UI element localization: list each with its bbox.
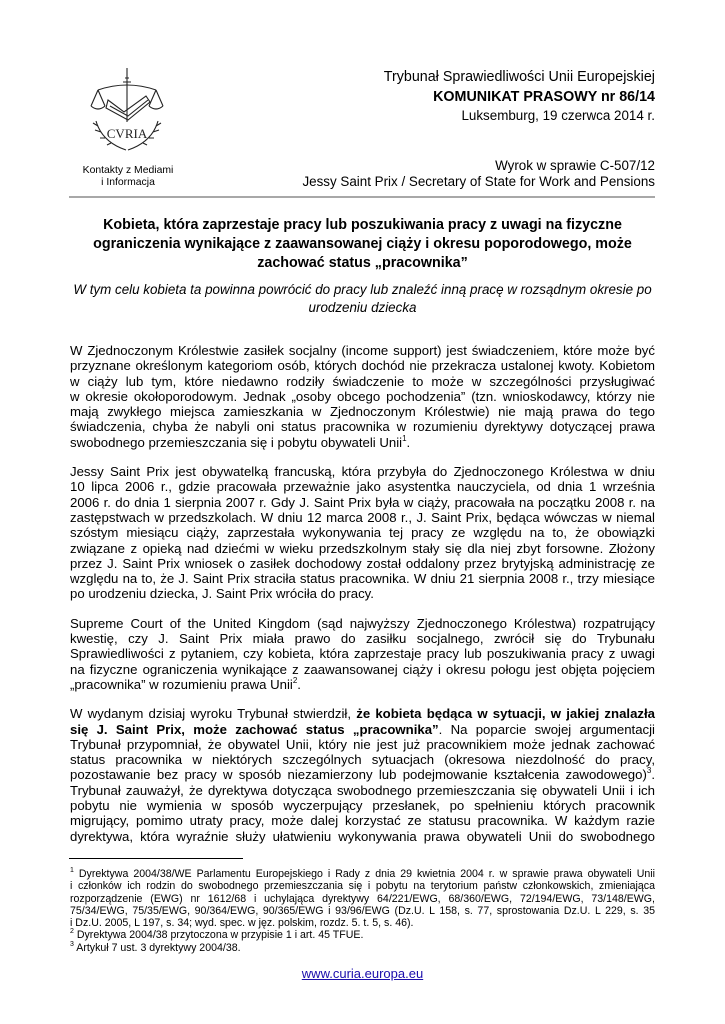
text-line (70, 942, 655, 954)
footnote-reference[interactable]: 3 (646, 766, 652, 776)
text-line: Sprawiedliwości z pytaniem, czy kobieta, która zaprzestaje pracy lub poszukiwania pracy z uwagi (70, 646, 655, 662)
press-release-number: KOMUNIKAT PRASOWY nr 86/14 (433, 89, 655, 105)
curia-website-link[interactable]: www.curia.europa.eu (301, 966, 424, 981)
footnote-number: 2 (70, 928, 74, 936)
bold-text: że kobieta będąca w sytuacji, w jakiej znalazła (356, 706, 655, 722)
footnote (70, 868, 655, 929)
text-line: przyznane określonym kategoriom osób, których dochód nie przekracza ustalonej kwoty. Kobietom (70, 358, 655, 374)
text-line: szóstym miesiącu ciąży, zaprzestała wykonywania tej pracy ze względu na to, że obowiązki (70, 525, 655, 541)
footnote-divider (69, 858, 243, 859)
footnote (70, 942, 655, 954)
footnote-number: 3 (70, 940, 74, 948)
text-line (70, 868, 655, 880)
text-line: 2006 r. do dnia 1 sierpnia 2007 r. Gdy J. Saint Prix była w ciąży, pracowała na początku 2008 r. na (70, 494, 655, 510)
footnotes (70, 868, 655, 954)
footnote-reference[interactable]: 2 (292, 675, 298, 685)
text-line (70, 722, 655, 737)
subtitle-line: W tym celu kobieta ta powinna powrócić do pracy lub znaleźć inną pracę w rozsądnym okresie po (73, 282, 652, 297)
media-contacts-label (78, 165, 178, 188)
text-line: kwestię, czy J. Saint Prix miała prawo do zasiłku socjalnego, zwrócił się do Trybunału (70, 631, 655, 647)
text-line: status pracownika w niektórych szczególnych sytuacjach (okresowa niezdolność do pracy, (70, 752, 655, 768)
curia-logo (88, 66, 166, 162)
text-line: zastępstwach w przedszkolach. W dniu 12 marca 2008 r., J. Saint Prix, będąca wówczas w niemal (70, 509, 655, 525)
page-title (70, 216, 655, 272)
paragraph (70, 343, 655, 450)
text-segment: swobodnego przemieszczania się i pobytu obywateli Unii (70, 434, 403, 450)
text-line (70, 767, 655, 782)
text-line (70, 929, 655, 941)
svg-text:CVRIA: CVRIA (106, 126, 148, 141)
text-line: migrujący, pomimo utraty pracy, może dalej korzystać ze statusu pracownika. W każdym razie (70, 813, 655, 829)
subtitle (70, 281, 655, 317)
text-segment: . Na poparcie swojej argumentacji (438, 721, 655, 737)
text-segment: . (297, 676, 301, 692)
footnote-text: Dyrektywa 2004/38/WE Parlamentu Europejskiego i Rady z dnia 29 kwietnia 2004 r. w sprawie prawa obywateli Unii (78, 868, 655, 880)
text-line: Jessy Saint Prix jest obywatelką francuską, która przybyła do Zjednoczonego Królestwa w dniu (70, 464, 655, 480)
press-release-header (384, 67, 655, 125)
text-line (70, 435, 655, 450)
paragraph (70, 616, 655, 692)
text-line: 10 lipca 2006 r., gdzie pracowała przeważnie jako asystentka nauczyciela, od dnia 1 września (70, 479, 655, 495)
text-line: w ciąży lub tym, które niedawno rodziły świadczenie to może w szczególności przysługiwać (70, 373, 655, 389)
footnote-number: 1 (70, 867, 74, 874)
text-line: i Dz.U. 2005, L 197, s. 34; wyd. spec. w jęz. polskim, rozdz. 5. t. 5, s. 46). (70, 917, 414, 930)
contacts-line-2: i Informacja (101, 176, 155, 188)
case-number: Wyrok w sprawie C-507/12 (495, 158, 655, 173)
institution-name: Trybunał Sprawiedliwości Unii Europejskiej (383, 69, 655, 85)
text-line: W Zjednoczonym Królestwie zasiłek socjalny (income support) jest świadczeniem, które może być (70, 343, 655, 358)
text-line: rozporządzenie (EWG) nr 1612/68 i uchylająca dyrektywy 64/221/EWG, 68/360/EWG, 72/194/EWG, 73/148/EWG, (70, 892, 655, 905)
text-line: Trybunał zauważył, że dyrektywa dotycząca swobodnego przemieszczania się obywateli Unii i ich (70, 782, 655, 798)
text-line (70, 706, 655, 721)
text-line: Trybunał przypomniał, że obywatel Unii, który nie jest już pracownikiem może jednak zachować (70, 736, 655, 752)
text-segment: „pracownika” w rozumieniu prawa Unii (70, 676, 293, 692)
paragraph (70, 464, 655, 602)
text-segment: pozostawanie bez pracy w sposób niezamierzony lub podejmowanie kształcenia zawodowego) (70, 767, 647, 783)
text-line: mają zwykłego miejsca zamieszkania w Zjednoczonym Królestwie) nie mają prawa do tego (70, 404, 655, 420)
text-line: przez J. Saint Prix wniosek o zasiłek dochodowy został oddalony przez brytyjską administrację ze (70, 555, 655, 571)
title-line: zachować status „pracownika” (257, 254, 468, 271)
text-line: po urodzeniu dziecka, J. Saint Prix wróciła do pracy. (70, 586, 374, 602)
text-line: w okresie okołoporodowym. Jednak „osoby obcego pochodzenia” (tzn. wnioskodawcy, którzy nie (70, 388, 655, 404)
place-date: Luksemburg, 19 czerwca 2014 r. (461, 108, 655, 123)
text-line: dyrektywa, która wyraźnie służy ułatwieniu wykonywania prawa obywateli Unii do swobodnego (70, 828, 655, 844)
bold-text: się J. Saint Prix, może zachować status „pracownika” (70, 721, 439, 737)
footnote-text: Artykuł 7 ust. 3 dyrektywy 2004/38. (76, 941, 241, 954)
footnote (70, 929, 655, 941)
footer (0, 966, 725, 981)
title-line: ograniczenia wynikające z zaawansowanej ciąży i okresu poporodowego, może (93, 235, 632, 252)
text-line: względu na to, że J. Saint Prix straciła status pracownika. W dniu 21 sierpnia 2008 r., trzy miesiące (70, 571, 655, 587)
text-line: 75/34/EWG, 75/35/EWG, 90/364/EWG, 90/365/EWG i 93/96/EWG (Dz.U. L 158, s. 77, sprostowania Dz.U. L 229, s. 35 (70, 904, 655, 917)
contacts-line-1: Kontakty z Mediami (82, 165, 174, 176)
header-divider (69, 196, 655, 198)
text-line (70, 677, 655, 692)
text-line: pobytu nie wymienia w sposób wyczerpujący przesłanek, po spełnieniu których pracownik (70, 798, 655, 814)
text-line: i członków ich rodzin do swobodnego przemieszczania się i pobytu na terytorium państw członkowskich, zmieniająca (70, 880, 655, 893)
case-reference (302, 158, 655, 189)
text-segment: W wydanym dzisiaj wyroku Trybunał stwierdził, (70, 706, 357, 722)
case-parties: Jessy Saint Prix / Secretary of State for Work and Pensions (302, 173, 655, 189)
text-line: na fizyczne ograniczenia wynikające z zaawansowanej ciąży i okresu połogu jest objęta pojęciem (70, 661, 655, 677)
text-segment: . (406, 434, 411, 450)
subtitle-line: urodzeniu dziecka (308, 300, 417, 315)
footnote-reference[interactable]: 1 (402, 433, 407, 443)
paragraph (70, 706, 655, 844)
text-segment: . (651, 767, 655, 783)
text-line: związane z opieką nad dziećmi w wieku przedszkolnym stały się dla niej zbyt forsowne. Złożony (70, 540, 655, 556)
body-text (70, 343, 655, 844)
text-line: świadczenia, chyba że nabyli oni status pracownika w rozumieniu dyrektywy dotyczącej prawa (70, 419, 655, 435)
footnote-text: Dyrektywa 2004/38 przytoczona w przypisie 1 i art. 45 TFUE. (76, 929, 364, 942)
title-line: Kobieta, która zaprzestaje pracy lub poszukiwania pracy z uwagi na fizyczne (103, 217, 622, 233)
text-line: Supreme Court of the United Kingdom (sąd najwyższy Zjednoczonego Królestwa) rozpatrujący (70, 615, 655, 631)
